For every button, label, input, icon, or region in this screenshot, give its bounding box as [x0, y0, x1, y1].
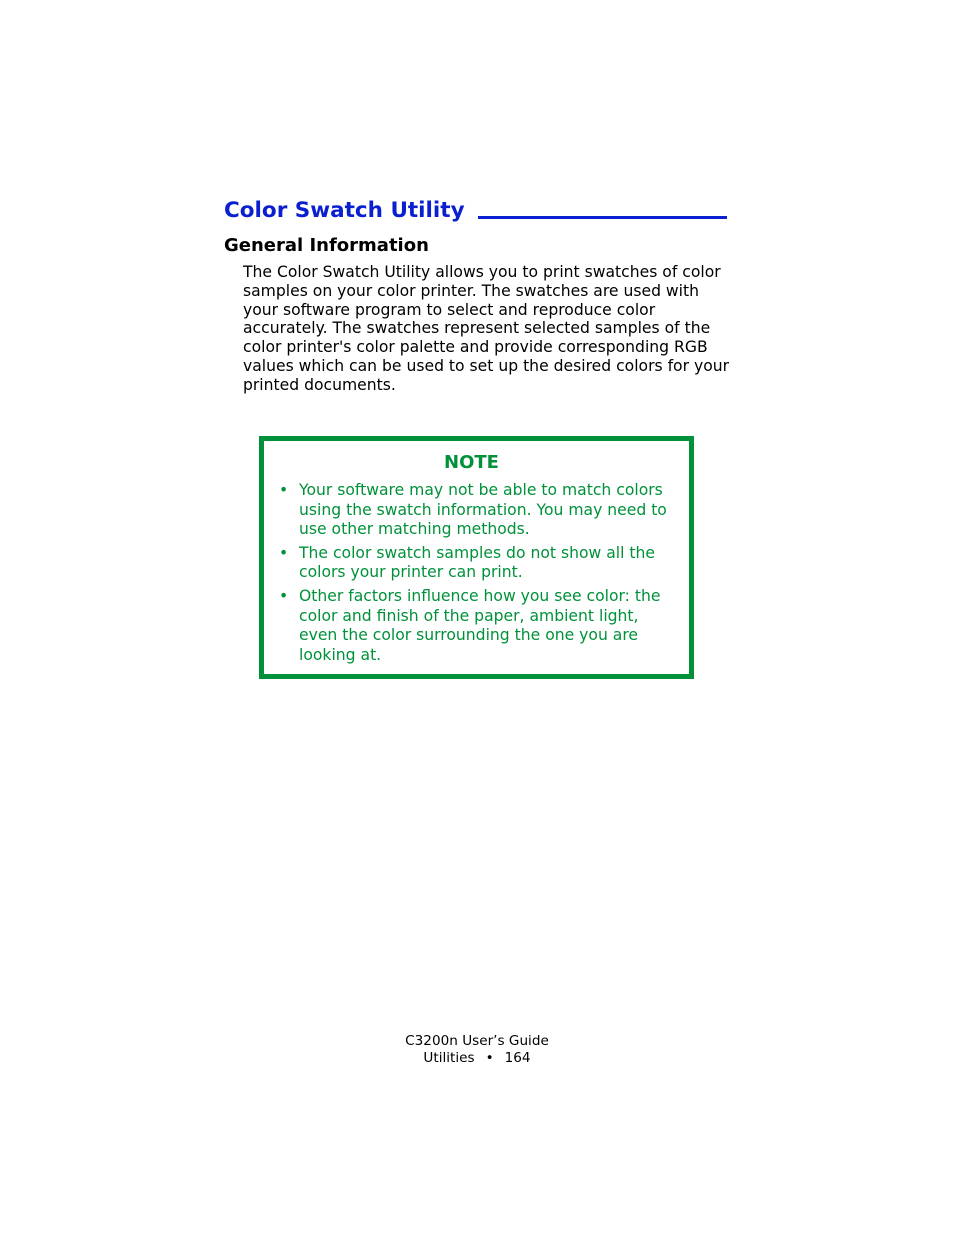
footer-page-info — [0, 1050, 954, 1067]
note-item-text: Your software may not be able to match colors using the swatch information. You may need to use other matching methods. — [299, 481, 667, 539]
note-item-text: Other factors influence how you see color: the color and finish of the paper, ambient light, even the color surrounding the one you are looking at. — [299, 586, 661, 664]
note-item — [276, 587, 667, 665]
bullet-icon: • — [279, 481, 289, 499]
footer-section: Utilities — [423, 1050, 475, 1066]
footer-guide-title: C3200n User’s Guide — [405, 1033, 549, 1049]
note-item-text: The color swatch samples do not show all the colors your printer can print. — [299, 543, 655, 582]
note-list — [276, 481, 667, 665]
note-item — [276, 481, 667, 540]
title-rule — [478, 216, 727, 219]
note-title: NOTE — [444, 452, 499, 473]
bullet-icon: • — [279, 543, 289, 562]
note-box — [259, 436, 694, 679]
note-item — [276, 544, 667, 583]
bullet-icon: • — [279, 586, 289, 605]
body-paragraph: The Color Swatch Utility allows you to print swatches of color samples on your color printer. The swatches are used with your software program to select and reproduce color accurately. The swatches represent selected samples of the color printer's color palette and provide corresponding RGB values which can be used to set up the desired colors for your printed documents. — [243, 263, 730, 394]
page-title — [224, 196, 727, 226]
section-heading: General Information — [224, 235, 429, 256]
footer-separator: • — [485, 1050, 494, 1066]
page-title-text: Color Swatch Utility — [224, 198, 465, 223]
footer-page-number: 164 — [504, 1050, 531, 1066]
